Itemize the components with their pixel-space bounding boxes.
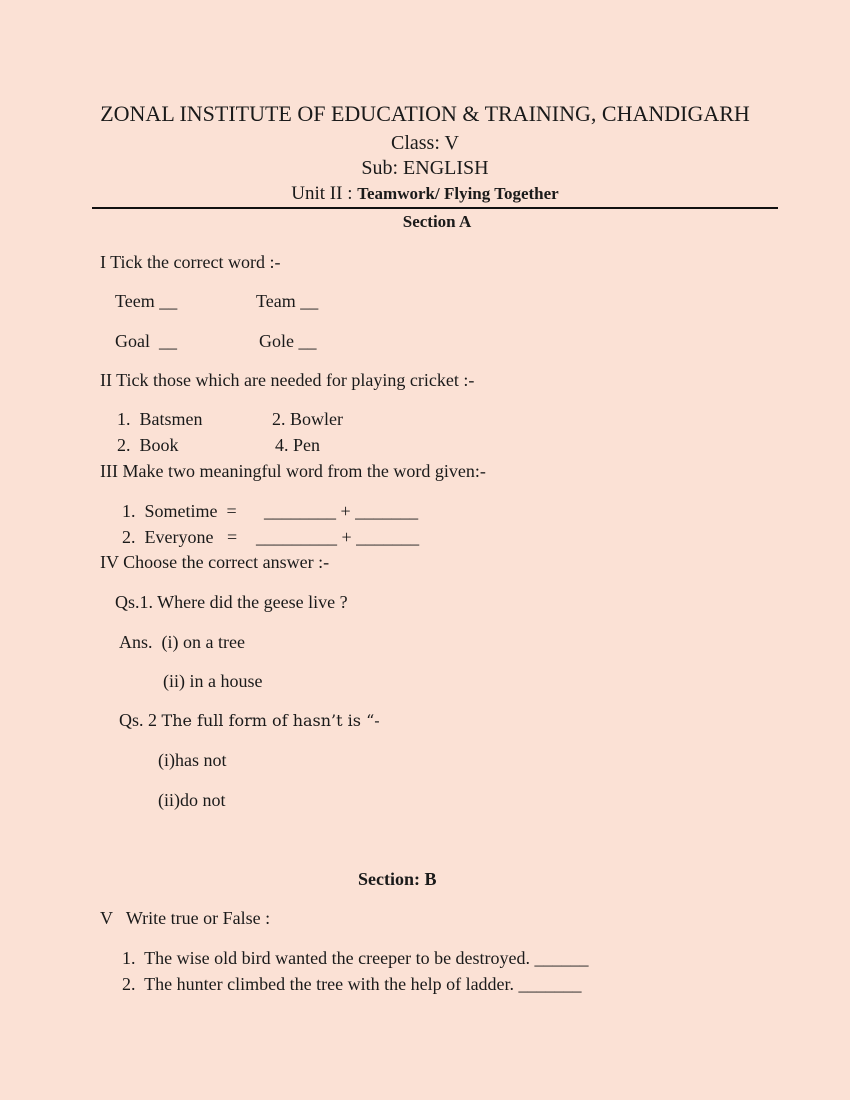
q4-answer: (ii)do not	[158, 790, 226, 810]
q2-option: 1. Batsmen	[117, 409, 203, 429]
q5-item: 2. The hunter climbed the tree with the help of ladder. _______	[122, 974, 582, 994]
class-label: Class: V	[391, 132, 459, 154]
unit-title: Teamwork/ Flying Together	[357, 184, 559, 203]
q4-answer: (ii) in a house	[163, 671, 263, 691]
q3-word: 1. Sometime =	[122, 501, 237, 521]
q4-question-2-text: The full form of hasn’t is “-	[161, 711, 380, 730]
q4-question-2-prefix: Qs. 2	[119, 710, 162, 730]
institute-title: ZONAL INSTITUTE OF EDUCATION & TRAINING, CHANDIGARH	[100, 101, 750, 126]
q3-word: 2. Everyone =	[122, 527, 238, 547]
header-divider	[92, 207, 778, 209]
q1-option: Gole __	[259, 331, 317, 351]
q2-option: 4. Pen	[275, 435, 320, 455]
q1-heading: I Tick the correct word :-	[100, 252, 281, 272]
subject-label: Sub: ENGLISH	[361, 157, 489, 179]
unit-prefix: Unit II :	[291, 183, 358, 204]
q1-option: Goal __	[115, 331, 177, 351]
q4-heading: IV Choose the correct answer :-	[100, 552, 330, 572]
q4-answer: Ans. (i) on a tree	[119, 632, 245, 652]
q2-option: 2. Book	[117, 435, 179, 455]
q3-blank: ________ + _______	[264, 501, 419, 521]
q5-item: 1. The wise old bird wanted the creeper to be destroyed. ______	[122, 948, 589, 968]
q5-heading: V Write true or False :	[100, 908, 271, 928]
unit-label	[0, 183, 850, 205]
q1-option: Teem __	[115, 291, 178, 311]
q4-answer: (i)has not	[158, 750, 227, 770]
q2-option: 2. Bowler	[272, 409, 343, 429]
q1-option: Team __	[256, 291, 319, 311]
q2-heading: II Tick those which are needed for playing cricket :-	[100, 370, 475, 390]
section-a-title: Section A	[402, 212, 472, 231]
q3-blank: _________ + _______	[256, 527, 420, 547]
q4-question-2	[119, 709, 380, 732]
section-b-title: Section: B	[358, 869, 437, 889]
q3-heading: III Make two meaningful word from the word given:-	[100, 461, 486, 481]
q4-question-1: Qs.1. Where did the geese live ?	[115, 592, 348, 612]
